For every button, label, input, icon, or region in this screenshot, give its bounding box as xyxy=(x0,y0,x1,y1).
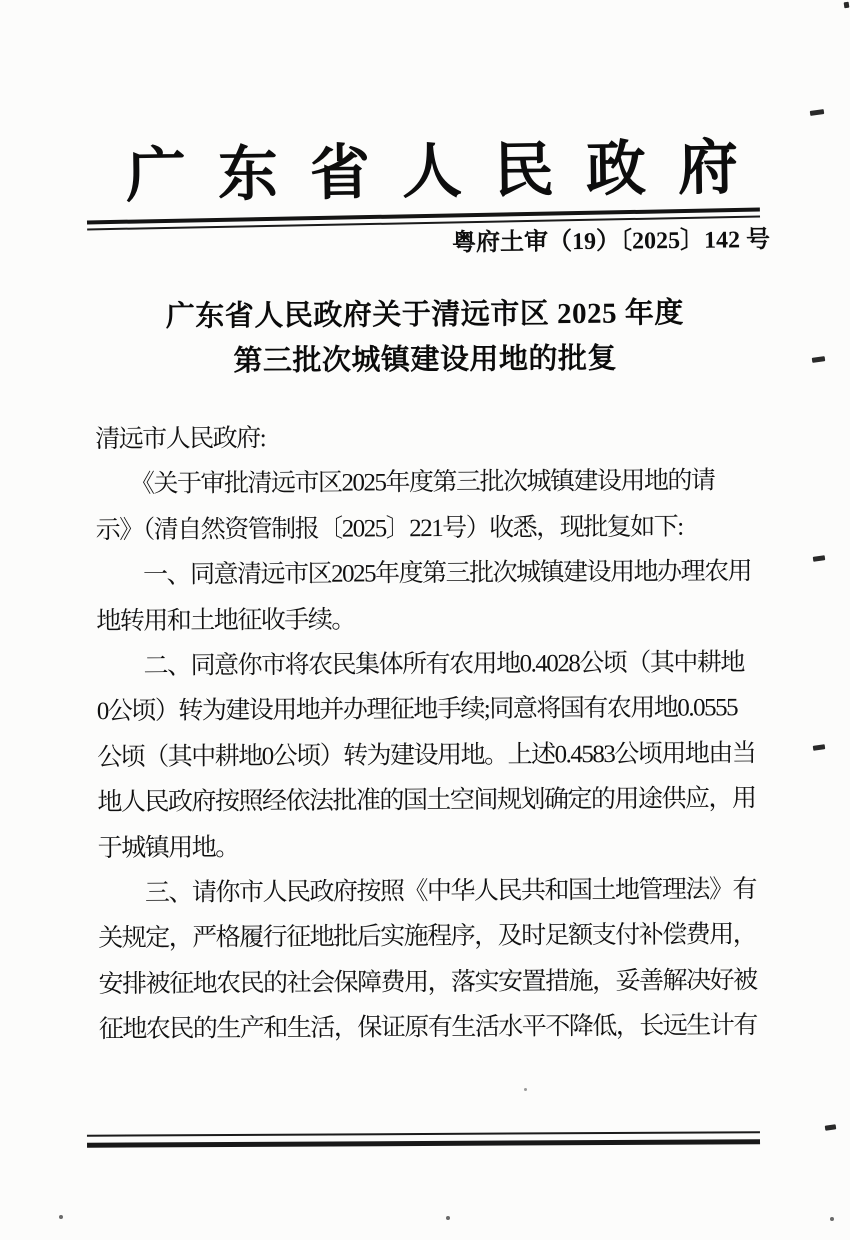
scan-speck xyxy=(830,1217,834,1221)
scan-edge-mark xyxy=(844,2,850,9)
body-line: 示》（清自然资管制报〔2025〕221号）收悉，现批复如下: xyxy=(95,513,683,544)
body-line: 公顷（其中耕地0公顷）转为建设用地。上述0.4583公顷用地由当 xyxy=(97,739,756,771)
body-line: 地人民政府按照经依法批准的国土空间规划确定的用途供应，用 xyxy=(97,785,756,817)
document-title xyxy=(0,290,850,386)
scan-speck xyxy=(446,1216,450,1220)
body-line: 关规定，严格履行征地批后实施程序，及时足额支付补偿费用， xyxy=(98,921,757,953)
issuer-character: 人 xyxy=(401,138,463,206)
issuer-name xyxy=(126,132,739,213)
issuer-character: 政 xyxy=(585,136,647,203)
document-title-line2: 第三批次城镇建设用地的批复 xyxy=(233,342,618,378)
body-line: 《关于审批清远市区2025年度第三批次城镇建设用地的请 xyxy=(95,467,715,499)
body-line: 地转用和土地征收手续。 xyxy=(96,606,355,635)
footer-divider-rule xyxy=(87,1131,760,1148)
scan-edge-mark xyxy=(825,1124,837,1130)
scan-edge-mark xyxy=(813,744,826,751)
body-line: 二、同意你市将农民集体所有农用地0.4028公顷（其中耕地 xyxy=(96,649,744,681)
document-body xyxy=(95,413,794,1053)
scan-edge-mark xyxy=(813,555,826,562)
issuer-character: 东 xyxy=(217,141,279,208)
body-line: 0公顷）转为建设用地并办理征地手续;同意将国有农用地0.0555 xyxy=(96,694,738,726)
body-line: 清远市人民政府: xyxy=(95,425,266,454)
body-line: 安排被征地农民的社会保障费用，落实安置措施，妥善解决好被 xyxy=(98,966,757,998)
body-line: 三、请你市人民政府按照《中华人民共和国土地管理法》有 xyxy=(97,876,757,908)
issuer-character: 省 xyxy=(309,139,371,207)
issuer-character: 广 xyxy=(125,142,187,210)
document-number: 粤府土审（19）〔2025〕142 号 xyxy=(451,227,771,257)
scan-speck xyxy=(524,1088,527,1091)
body-line: 征地农民的生产和生活，保证原有生活水平不降低，长远生计有 xyxy=(98,1012,757,1044)
issuer-character: 民 xyxy=(493,137,555,205)
body-line: 一、同意清远市区2025年度第三批次城镇建设用地办理农用 xyxy=(95,558,752,590)
issuer-character: 府 xyxy=(677,134,739,202)
scan-edge-mark xyxy=(810,109,825,116)
document-title-line1: 广东省人民政府关于清远市区 2025 年度 xyxy=(165,297,684,333)
body-line: 于城镇用地。 xyxy=(97,833,239,862)
scan-speck xyxy=(59,1215,63,1219)
